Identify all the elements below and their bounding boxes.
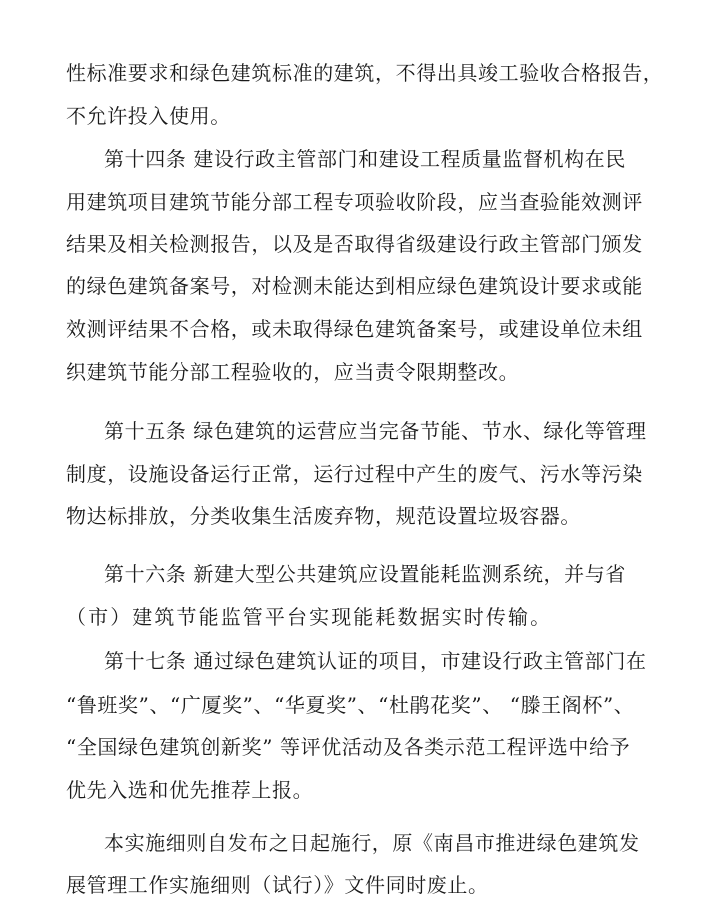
article-15-line-3: 物达标排放，分类收集生活废弃物，规范设置垃圾容器。 <box>66 504 581 528</box>
paragraph-continued-line-1: 性标准要求和绿色建筑标准的建筑，不得出具竣工验收合格报告， <box>66 61 664 85</box>
article-16-line-1: 第十六条 新建大型公共建筑应设置能耗监测系统，并与省 <box>104 562 626 586</box>
article-15-line-2: 制度，设施设备运行正常，运行过程中产生的废气、污水等污染 <box>66 462 643 486</box>
article-17-line-1: 第十七条 通过绿色建筑认证的项目，市建设行政主管部门在 <box>104 649 647 673</box>
paragraph-continued-line-2: 不允许投入使用。 <box>66 104 231 128</box>
article-14-line-3: 结果及相关检测报告，以及是否取得省级建设行政主管部门颁发 <box>66 232 643 256</box>
closing-line-2: 展管理工作实施细则（试行）》文件同时废止。 <box>66 873 489 897</box>
article-16-line-2: （市）建筑节能监管平台实现能耗数据实时传输。 <box>66 605 553 629</box>
article-14-line-2: 用建筑项目建筑节能分部工程专项验收阶段，应当查验能效测评 <box>66 190 643 214</box>
article-14-line-4: 的绿色建筑备案号，对检测未能达到相应绿色建筑设计要求或能 <box>66 274 643 298</box>
article-17-line-3: “全国绿色建筑创新奖” 等评优活动及各类示范工程评选中给予 <box>66 735 631 759</box>
article-14-line-5: 效测评结果不合格，或未取得绿色建筑备案号，或建设单位未组 <box>66 317 643 341</box>
article-17-line-2: “鲁班奖”、“广厦奖”、“华夏奖”、“杜鹃花奖”、 “滕王阁杯”、 <box>66 693 635 717</box>
article-14-line-1: 第十四条 建设行政主管部门和建设工程质量监督机构在民 <box>104 147 626 171</box>
article-14-line-6: 织建筑节能分部工程验收的，应当责令限期整改。 <box>66 360 520 384</box>
closing-line-1: 本实施细则自发布之日起施行，原《南昌市推进绿色建筑发 <box>104 831 640 855</box>
article-15-line-1: 第十五条 绿色建筑的运营应当完备节能、节水、绿化等管理 <box>104 419 647 443</box>
article-17-line-4: 优先入选和优先推荐上报。 <box>66 778 314 802</box>
